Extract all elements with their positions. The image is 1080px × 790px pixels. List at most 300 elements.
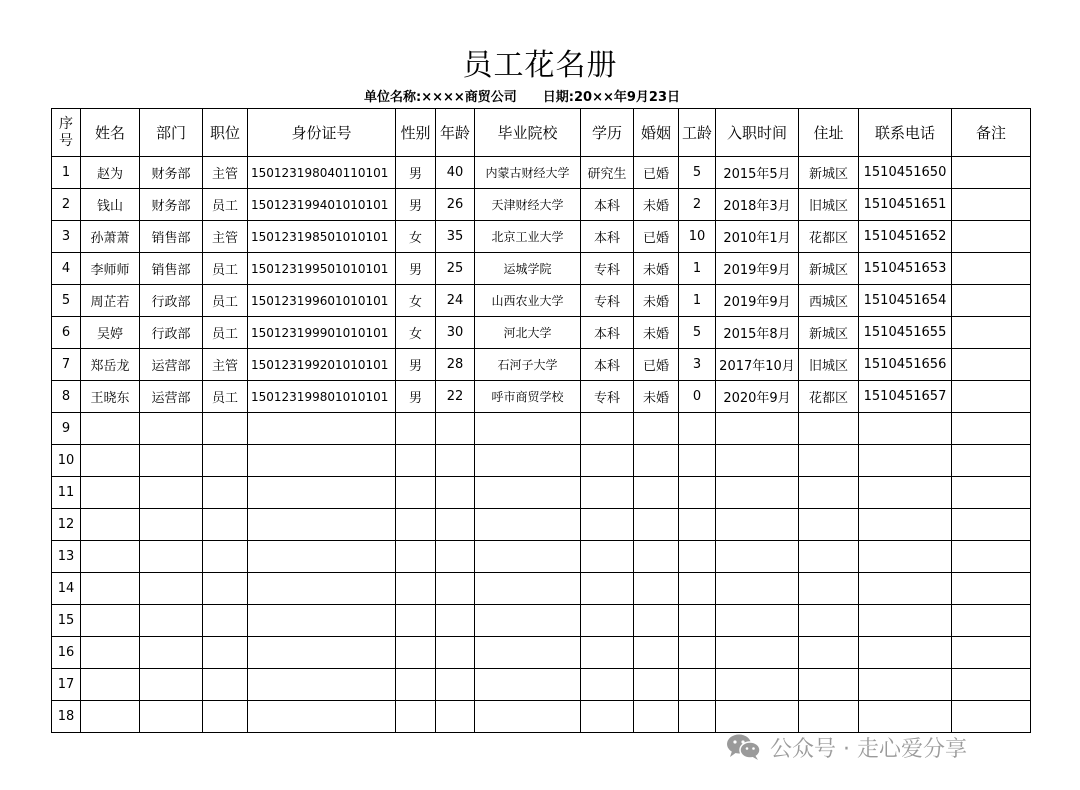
cell-phone: 1510451657 xyxy=(859,381,952,413)
cell-hire-date xyxy=(716,637,799,669)
column-header-address: 住址 xyxy=(799,109,859,157)
cell-school xyxy=(475,637,581,669)
cell-phone: 1510451653 xyxy=(859,253,952,285)
table-row xyxy=(52,349,1031,381)
cell-marital: 已婚 xyxy=(634,157,679,189)
cell-remarks xyxy=(952,637,1031,669)
cell-name xyxy=(81,605,140,637)
cell-remarks xyxy=(952,573,1031,605)
cell-hire-date xyxy=(716,445,799,477)
cell-hire-date xyxy=(716,477,799,509)
cell-seq: 1 xyxy=(52,157,81,189)
cell-seniority xyxy=(679,541,716,573)
cell-address xyxy=(799,445,859,477)
cell-position: 主管 xyxy=(203,157,248,189)
cell-education xyxy=(581,541,634,573)
cell-age xyxy=(436,509,475,541)
cell-remarks xyxy=(952,317,1031,349)
cell-id-number xyxy=(248,477,396,509)
cell-hire-date xyxy=(716,701,799,733)
cell-seq: 2 xyxy=(52,189,81,221)
cell-school xyxy=(475,413,581,445)
cell-seq: 11 xyxy=(52,477,81,509)
cell-seq: 16 xyxy=(52,637,81,669)
cell-marital: 已婚 xyxy=(634,221,679,253)
cell-education xyxy=(581,573,634,605)
cell-education: 专科 xyxy=(581,253,634,285)
cell-seq: 9 xyxy=(52,413,81,445)
cell-age xyxy=(436,573,475,605)
cell-department: 运营部 xyxy=(140,349,203,381)
cell-gender xyxy=(396,477,436,509)
cell-department xyxy=(140,477,203,509)
cell-remarks xyxy=(952,477,1031,509)
cell-seniority xyxy=(679,413,716,445)
cell-gender xyxy=(396,541,436,573)
cell-address xyxy=(799,413,859,445)
cell-seniority xyxy=(679,637,716,669)
cell-seniority xyxy=(679,477,716,509)
cell-age: 40 xyxy=(436,157,475,189)
table-row xyxy=(52,381,1031,413)
cell-id-number xyxy=(248,605,396,637)
cell-hire-date xyxy=(716,509,799,541)
cell-phone: 1510451652 xyxy=(859,221,952,253)
cell-school: 北京工业大学 xyxy=(475,221,581,253)
cell-age: 22 xyxy=(436,381,475,413)
cell-marital xyxy=(634,605,679,637)
cell-hire-date: 2019年9月 xyxy=(716,285,799,317)
cell-marital xyxy=(634,541,679,573)
cell-education xyxy=(581,605,634,637)
cell-marital xyxy=(634,573,679,605)
cell-phone: 1510451654 xyxy=(859,285,952,317)
cell-remarks xyxy=(952,509,1031,541)
cell-seniority: 5 xyxy=(679,157,716,189)
cell-phone xyxy=(859,445,952,477)
cell-phone: 1510451656 xyxy=(859,349,952,381)
page-title: 员工花名册 xyxy=(462,48,618,83)
table-row xyxy=(52,541,1031,573)
cell-age: 35 xyxy=(436,221,475,253)
cell-gender xyxy=(396,445,436,477)
cell-address xyxy=(799,573,859,605)
cell-remarks xyxy=(952,701,1031,733)
cell-age: 30 xyxy=(436,317,475,349)
cell-seq: 10 xyxy=(52,445,81,477)
cell-education xyxy=(581,413,634,445)
cell-department: 销售部 xyxy=(140,221,203,253)
cell-remarks xyxy=(952,669,1031,701)
cell-name: 钱山 xyxy=(81,189,140,221)
cell-marital: 未婚 xyxy=(634,381,679,413)
cell-seniority xyxy=(679,701,716,733)
cell-remarks xyxy=(952,157,1031,189)
cell-school xyxy=(475,509,581,541)
cell-marital: 未婚 xyxy=(634,317,679,349)
cell-education xyxy=(581,669,634,701)
cell-seniority xyxy=(679,509,716,541)
watermark xyxy=(726,732,967,762)
cell-address: 花都区 xyxy=(799,221,859,253)
cell-education: 本科 xyxy=(581,221,634,253)
cell-seq: 12 xyxy=(52,509,81,541)
cell-hire-date xyxy=(716,605,799,637)
cell-seniority: 5 xyxy=(679,317,716,349)
cell-gender xyxy=(396,413,436,445)
cell-age xyxy=(436,541,475,573)
column-header-age: 年龄 xyxy=(436,109,475,157)
cell-remarks xyxy=(952,541,1031,573)
cell-remarks xyxy=(952,189,1031,221)
cell-marital xyxy=(634,637,679,669)
cell-school xyxy=(475,669,581,701)
cell-id-number xyxy=(248,669,396,701)
cell-position xyxy=(203,541,248,573)
cell-gender xyxy=(396,637,436,669)
cell-hire-date: 2018年3月 xyxy=(716,189,799,221)
cell-name xyxy=(81,445,140,477)
cell-gender xyxy=(396,573,436,605)
cell-department xyxy=(140,701,203,733)
cell-education: 本科 xyxy=(581,189,634,221)
cell-phone xyxy=(859,477,952,509)
table-row xyxy=(52,189,1031,221)
cell-department: 销售部 xyxy=(140,253,203,285)
table-row xyxy=(52,605,1031,637)
cell-address xyxy=(799,477,859,509)
cell-education: 本科 xyxy=(581,349,634,381)
cell-address xyxy=(799,701,859,733)
cell-school xyxy=(475,701,581,733)
cell-name: 周芷若 xyxy=(81,285,140,317)
cell-seniority: 0 xyxy=(679,381,716,413)
cell-name: 郑岳龙 xyxy=(81,349,140,381)
cell-id-number xyxy=(248,509,396,541)
cell-phone xyxy=(859,573,952,605)
table-row xyxy=(52,253,1031,285)
cell-school xyxy=(475,605,581,637)
cell-id-number xyxy=(248,573,396,605)
cell-gender xyxy=(396,509,436,541)
cell-department: 财务部 xyxy=(140,157,203,189)
cell-seq: 8 xyxy=(52,381,81,413)
column-header-id-number: 身份证号 xyxy=(248,109,396,157)
cell-id-number: 150123199201010101 xyxy=(248,349,396,381)
cell-address: 花都区 xyxy=(799,381,859,413)
cell-education xyxy=(581,445,634,477)
cell-remarks xyxy=(952,605,1031,637)
cell-age xyxy=(436,701,475,733)
cell-id-number: 150123198040110101 xyxy=(248,157,396,189)
cell-seniority: 2 xyxy=(679,189,716,221)
cell-address: 西城区 xyxy=(799,285,859,317)
cell-age xyxy=(436,445,475,477)
cell-school: 呼市商贸学校 xyxy=(475,381,581,413)
employee-roster-table xyxy=(51,108,1031,733)
cell-school: 山西农业大学 xyxy=(475,285,581,317)
cell-age: 28 xyxy=(436,349,475,381)
cell-address: 旧城区 xyxy=(799,349,859,381)
cell-hire-date xyxy=(716,669,799,701)
column-header-department: 部门 xyxy=(140,109,203,157)
cell-school xyxy=(475,445,581,477)
cell-age xyxy=(436,477,475,509)
cell-name xyxy=(81,701,140,733)
column-header-seq: 序 号 xyxy=(52,109,81,157)
cell-gender: 男 xyxy=(396,253,436,285)
cell-age xyxy=(436,669,475,701)
table-row xyxy=(52,413,1031,445)
cell-phone xyxy=(859,605,952,637)
cell-phone: 1510451650 xyxy=(859,157,952,189)
table-row xyxy=(52,509,1031,541)
cell-position: 主管 xyxy=(203,349,248,381)
cell-marital: 未婚 xyxy=(634,253,679,285)
cell-phone: 1510451651 xyxy=(859,189,952,221)
cell-seq: 13 xyxy=(52,541,81,573)
table-row xyxy=(52,317,1031,349)
cell-seq: 7 xyxy=(52,349,81,381)
cell-name xyxy=(81,541,140,573)
column-header-phone: 联系电话 xyxy=(859,109,952,157)
cell-position xyxy=(203,445,248,477)
cell-id-number: 150123199801010101 xyxy=(248,381,396,413)
cell-department xyxy=(140,605,203,637)
cell-seq: 3 xyxy=(52,221,81,253)
cell-hire-date xyxy=(716,573,799,605)
cell-education: 研究生 xyxy=(581,157,634,189)
cell-address: 新城区 xyxy=(799,157,859,189)
cell-gender: 女 xyxy=(396,317,436,349)
cell-education xyxy=(581,509,634,541)
cell-phone xyxy=(859,637,952,669)
cell-hire-date: 2015年8月 xyxy=(716,317,799,349)
cell-gender xyxy=(396,669,436,701)
cell-department xyxy=(140,413,203,445)
cell-seq: 15 xyxy=(52,605,81,637)
unit-name: 单位名称:××××商贸公司 xyxy=(364,90,517,105)
cell-marital xyxy=(634,477,679,509)
cell-id-number xyxy=(248,445,396,477)
cell-address: 新城区 xyxy=(799,317,859,349)
cell-address xyxy=(799,669,859,701)
cell-phone xyxy=(859,701,952,733)
cell-marital xyxy=(634,413,679,445)
table-row xyxy=(52,637,1031,669)
cell-remarks xyxy=(952,253,1031,285)
cell-school: 天津财经大学 xyxy=(475,189,581,221)
cell-education: 专科 xyxy=(581,381,634,413)
cell-marital xyxy=(634,701,679,733)
cell-id-number: 150123198501010101 xyxy=(248,221,396,253)
cell-gender: 男 xyxy=(396,157,436,189)
cell-position: 员工 xyxy=(203,381,248,413)
cell-seniority xyxy=(679,669,716,701)
cell-department xyxy=(140,637,203,669)
cell-hire-date: 2017年10月 xyxy=(716,349,799,381)
cell-position xyxy=(203,605,248,637)
cell-name: 王晓东 xyxy=(81,381,140,413)
cell-seniority xyxy=(679,445,716,477)
cell-department: 行政部 xyxy=(140,285,203,317)
cell-marital xyxy=(634,509,679,541)
cell-hire-date xyxy=(716,413,799,445)
cell-department xyxy=(140,541,203,573)
cell-address xyxy=(799,541,859,573)
cell-seq: 18 xyxy=(52,701,81,733)
cell-id-number xyxy=(248,637,396,669)
cell-name: 赵为 xyxy=(81,157,140,189)
cell-id-number: 150123199901010101 xyxy=(248,317,396,349)
cell-hire-date: 2019年9月 xyxy=(716,253,799,285)
cell-marital xyxy=(634,669,679,701)
cell-id-number: 150123199501010101 xyxy=(248,253,396,285)
table-row xyxy=(52,573,1031,605)
cell-marital: 未婚 xyxy=(634,189,679,221)
cell-age xyxy=(436,413,475,445)
cell-education: 本科 xyxy=(581,317,634,349)
column-header-marital: 婚姻 xyxy=(634,109,679,157)
cell-gender: 男 xyxy=(396,381,436,413)
cell-name xyxy=(81,637,140,669)
cell-position xyxy=(203,637,248,669)
cell-hire-date: 2010年1月 xyxy=(716,221,799,253)
cell-phone xyxy=(859,669,952,701)
column-header-school: 毕业院校 xyxy=(475,109,581,157)
cell-address xyxy=(799,509,859,541)
wechat-icon xyxy=(726,733,762,761)
cell-seniority: 1 xyxy=(679,285,716,317)
cell-position: 员工 xyxy=(203,189,248,221)
column-header-gender: 性别 xyxy=(396,109,436,157)
cell-age xyxy=(436,605,475,637)
column-header-remarks: 备注 xyxy=(952,109,1031,157)
cell-hire-date: 2020年9月 xyxy=(716,381,799,413)
cell-id-number xyxy=(248,413,396,445)
cell-seq: 5 xyxy=(52,285,81,317)
cell-education: 专科 xyxy=(581,285,634,317)
cell-position: 员工 xyxy=(203,285,248,317)
cell-phone xyxy=(859,413,952,445)
cell-school xyxy=(475,541,581,573)
cell-school: 石河子大学 xyxy=(475,349,581,381)
cell-school: 内蒙古财经大学 xyxy=(475,157,581,189)
cell-gender xyxy=(396,605,436,637)
document-date: 日期:20××年9月23日 xyxy=(542,90,680,105)
table-row xyxy=(52,445,1031,477)
cell-seq: 14 xyxy=(52,573,81,605)
cell-marital xyxy=(634,445,679,477)
cell-seq: 17 xyxy=(52,669,81,701)
cell-position xyxy=(203,477,248,509)
cell-school xyxy=(475,573,581,605)
cell-phone xyxy=(859,541,952,573)
cell-position xyxy=(203,509,248,541)
cell-remarks xyxy=(952,445,1031,477)
cell-gender: 男 xyxy=(396,349,436,381)
cell-address: 新城区 xyxy=(799,253,859,285)
cell-remarks xyxy=(952,221,1031,253)
cell-remarks xyxy=(952,285,1031,317)
cell-seniority: 10 xyxy=(679,221,716,253)
cell-position xyxy=(203,413,248,445)
cell-age: 24 xyxy=(436,285,475,317)
cell-school: 河北大学 xyxy=(475,317,581,349)
cell-id-number: 150123199401010101 xyxy=(248,189,396,221)
column-header-education: 学历 xyxy=(581,109,634,157)
cell-name: 李师师 xyxy=(81,253,140,285)
cell-seq: 6 xyxy=(52,317,81,349)
table-row xyxy=(52,669,1031,701)
cell-position xyxy=(203,701,248,733)
table-row xyxy=(52,701,1031,733)
cell-department xyxy=(140,445,203,477)
cell-department xyxy=(140,573,203,605)
cell-education xyxy=(581,477,634,509)
cell-name: 孙萧萧 xyxy=(81,221,140,253)
cell-name xyxy=(81,669,140,701)
document-subtitle xyxy=(364,86,680,105)
column-header-position: 职位 xyxy=(203,109,248,157)
cell-department: 财务部 xyxy=(140,189,203,221)
cell-hire-date: 2015年5月 xyxy=(716,157,799,189)
cell-position: 员工 xyxy=(203,317,248,349)
cell-marital: 已婚 xyxy=(634,349,679,381)
table-row xyxy=(52,221,1031,253)
watermark-text: 公众号 · 走心爱分享 xyxy=(770,736,967,762)
cell-gender: 女 xyxy=(396,285,436,317)
cell-id-number: 150123199601010101 xyxy=(248,285,396,317)
cell-remarks xyxy=(952,349,1031,381)
table-row xyxy=(52,157,1031,189)
cell-marital: 未婚 xyxy=(634,285,679,317)
cell-seniority: 1 xyxy=(679,253,716,285)
column-header-name: 姓名 xyxy=(81,109,140,157)
cell-phone: 1510451655 xyxy=(859,317,952,349)
cell-seniority: 3 xyxy=(679,349,716,381)
cell-seniority xyxy=(679,605,716,637)
cell-name xyxy=(81,573,140,605)
cell-hire-date xyxy=(716,541,799,573)
cell-department xyxy=(140,509,203,541)
cell-position xyxy=(203,573,248,605)
cell-age xyxy=(436,637,475,669)
cell-seniority xyxy=(679,573,716,605)
cell-department: 行政部 xyxy=(140,317,203,349)
cell-education xyxy=(581,701,634,733)
cell-school xyxy=(475,477,581,509)
cell-gender: 女 xyxy=(396,221,436,253)
cell-remarks xyxy=(952,381,1031,413)
cell-position xyxy=(203,669,248,701)
cell-name xyxy=(81,477,140,509)
table-row xyxy=(52,477,1031,509)
cell-age: 26 xyxy=(436,189,475,221)
table-row xyxy=(52,285,1031,317)
cell-name xyxy=(81,509,140,541)
cell-school: 运城学院 xyxy=(475,253,581,285)
cell-gender xyxy=(396,701,436,733)
cell-gender: 男 xyxy=(396,189,436,221)
cell-phone xyxy=(859,509,952,541)
cell-remarks xyxy=(952,413,1031,445)
cell-address xyxy=(799,637,859,669)
cell-department: 运营部 xyxy=(140,381,203,413)
cell-id-number xyxy=(248,541,396,573)
column-header-hire-date: 入职时间 xyxy=(716,109,799,157)
column-header-seniority: 工龄 xyxy=(679,109,716,157)
